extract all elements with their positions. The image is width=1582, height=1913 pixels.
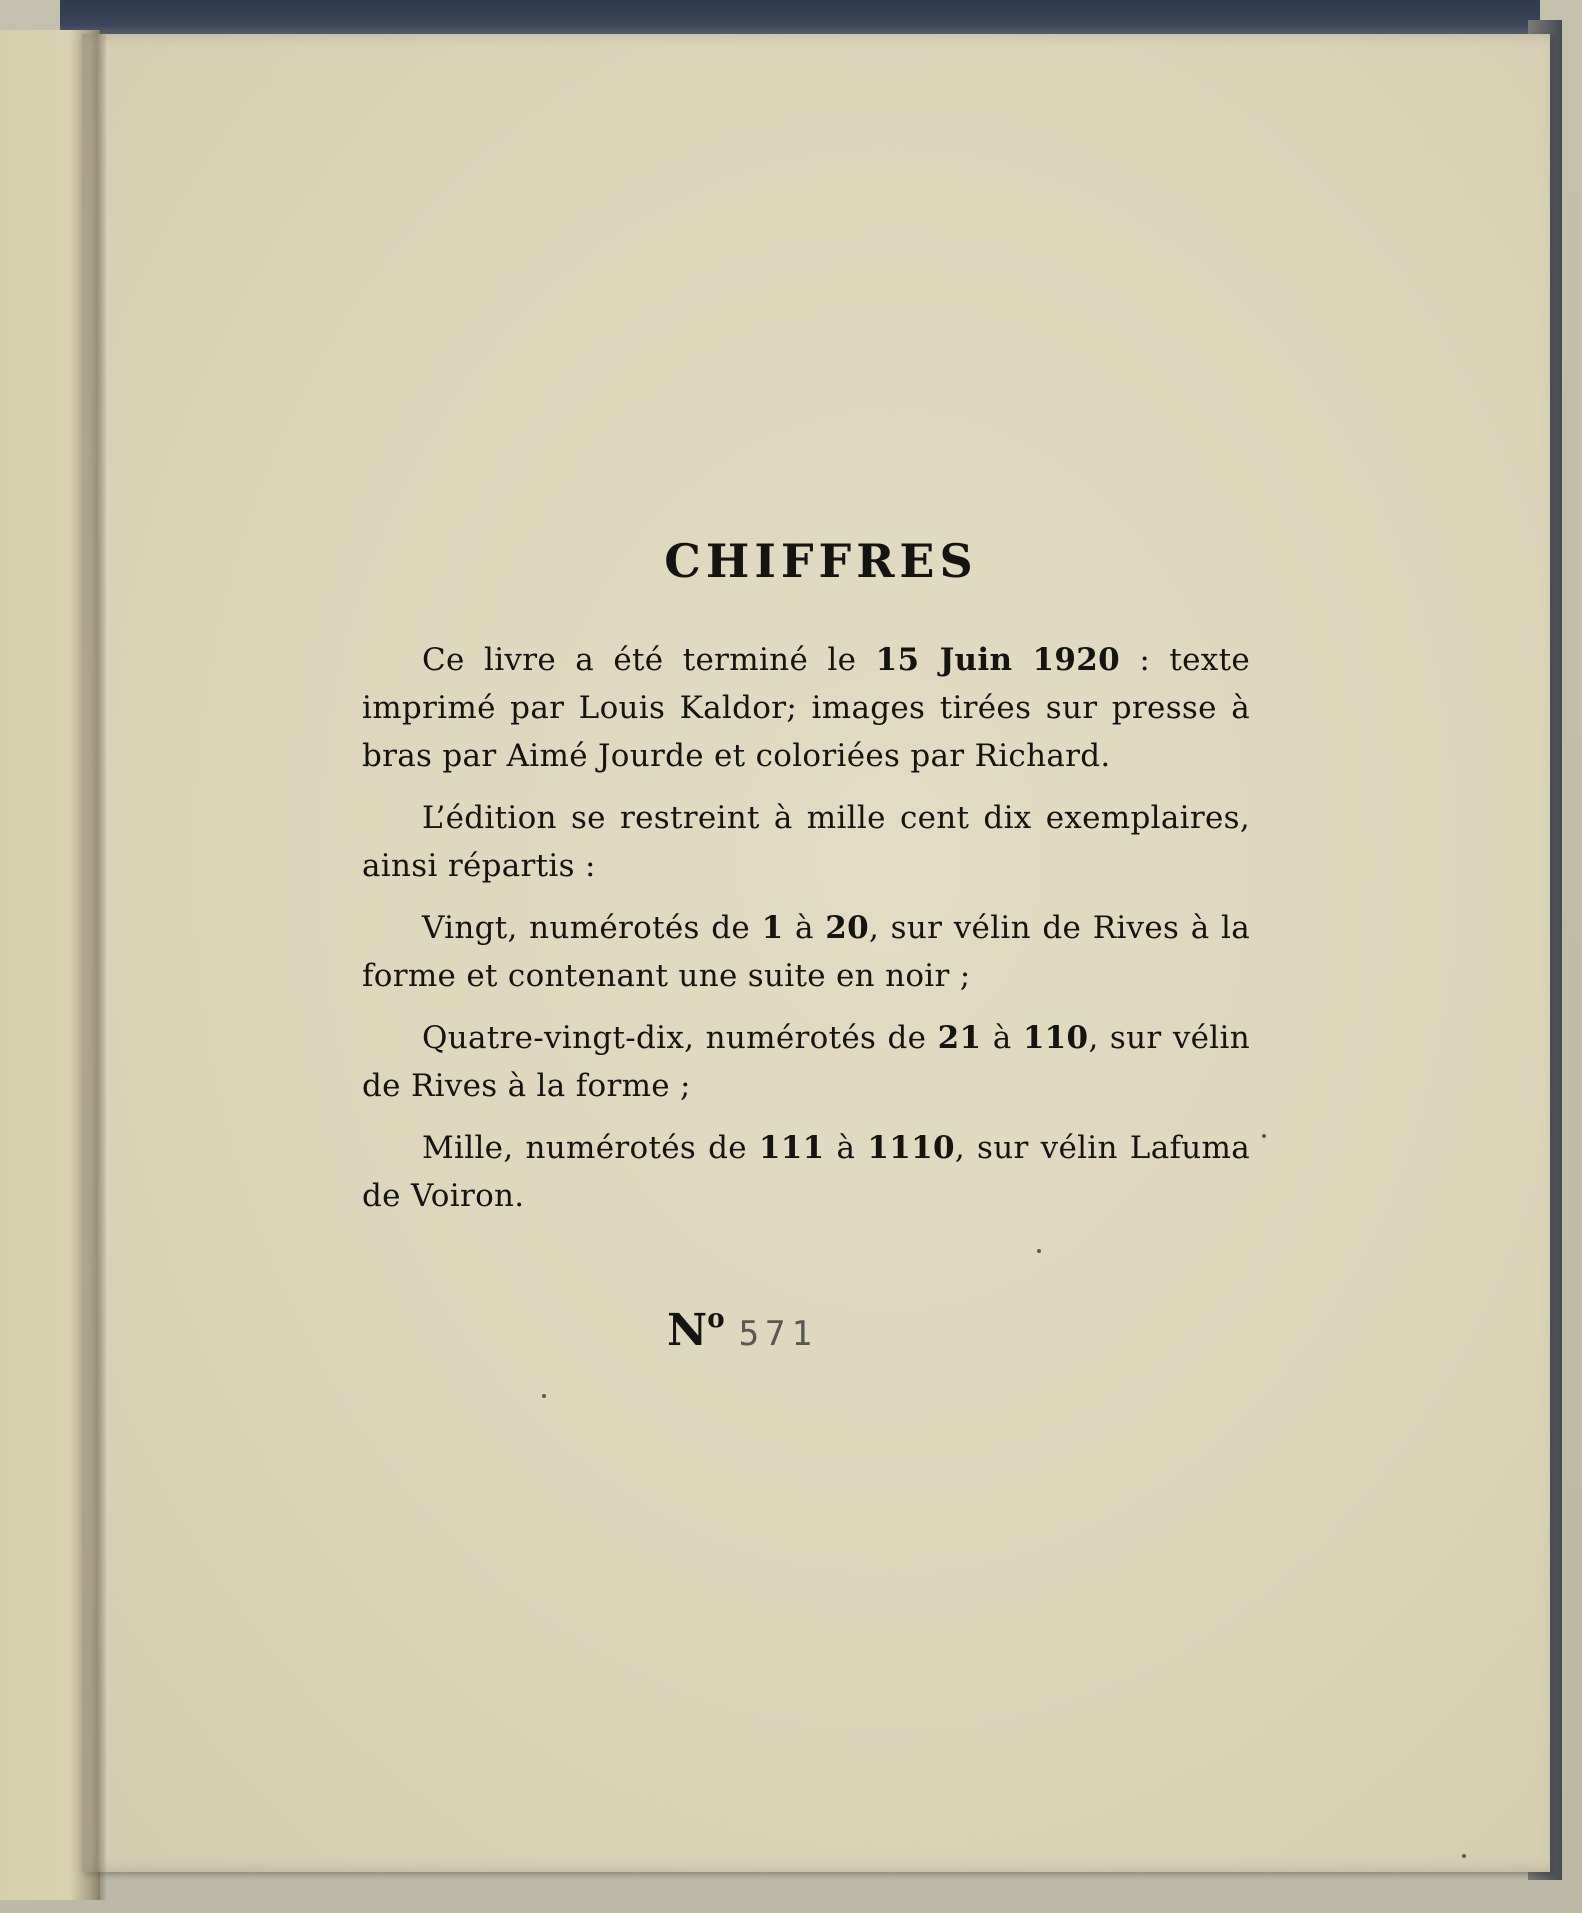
paragraph-text: Quatre-vingt-dix, numérotés de (422, 1020, 938, 1056)
colophon-paragraph (362, 794, 1250, 890)
numero-superscript: o (707, 1304, 725, 1334)
paragraph-text: , sur vélin de Rives à la forme et contenant une suite en noir ; (362, 910, 1251, 994)
paragraph-text: : texte imprimé par Louis Kaldor; images tirées sur presse à bras par Aimé Jourde et coloriées par Richard. (362, 642, 1250, 774)
numero-letter: N (667, 1305, 708, 1356)
copy-number (667, 1304, 818, 1356)
paragraph-text: Ce livre a été terminé le (422, 642, 876, 678)
colophon-text-block (362, 534, 1250, 1234)
book-cover-top-edge (60, 0, 1540, 36)
paper-speck (1462, 1854, 1466, 1858)
bold-figure: 1 (761, 910, 784, 946)
paragraph-text: Vingt, numérotés de (422, 910, 762, 946)
paragraph-list (362, 636, 1250, 1220)
bold-figure: 21 (937, 1020, 982, 1056)
colophon-paragraph (362, 904, 1250, 1000)
numero-stamp-value: 571 (738, 1314, 818, 1354)
bold-figure: 15 Juin 1920 (875, 642, 1121, 678)
numero-label (667, 1305, 725, 1356)
colophon-paragraph (362, 1124, 1250, 1220)
paper-speck (1262, 1134, 1266, 1138)
bold-figure: 1110 (867, 1130, 955, 1166)
paragraph-text: à (824, 1130, 868, 1166)
bold-figure: 20 (825, 910, 869, 946)
book-gutter-shadow (70, 30, 106, 1900)
paragraph-text: L’édition se restreint à mille cent dix exemplaires, ainsi répartis : (362, 800, 1250, 884)
colophon-page (82, 34, 1550, 1872)
paragraph-text: , sur vélin Lafuma de Voiron. (362, 1130, 1250, 1214)
paper-speck (542, 1394, 546, 1398)
paragraph-text: , sur vélin de Rives à la forme ; (362, 1020, 1250, 1104)
paper-speck (1037, 1249, 1041, 1253)
paragraph-text: à (981, 1020, 1023, 1056)
colophon-paragraph (362, 1014, 1250, 1110)
bold-figure: 110 (1022, 1020, 1089, 1056)
colophon-paragraph (362, 636, 1250, 780)
bold-figure: 111 (758, 1130, 825, 1166)
paragraph-text: à (783, 910, 826, 946)
paragraph-text: Mille, numérotés de (422, 1130, 759, 1166)
page-title: CHIFFRES (664, 534, 978, 588)
